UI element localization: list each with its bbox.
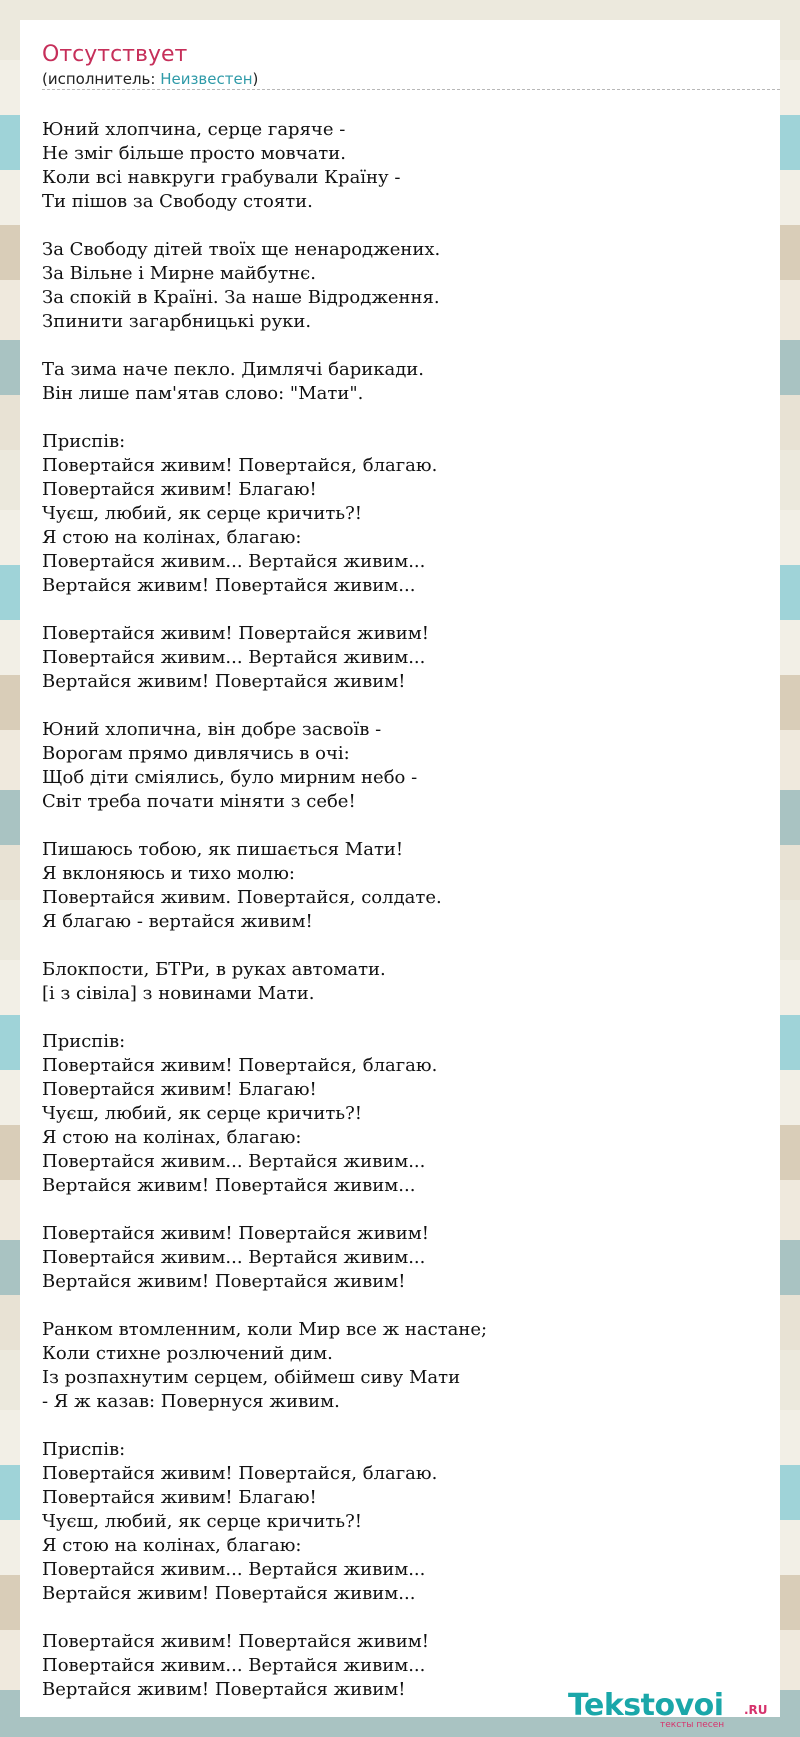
lyric-line: Повертайся живим! Повертайся, благаю. bbox=[42, 455, 438, 476]
lyric-line: Повертайся живим! Благаю! bbox=[42, 1487, 317, 1508]
lyric-line: Вертайся живим! Повертайся живим... bbox=[42, 1583, 416, 1604]
lyric-line: Я благаю - вертайся живим! bbox=[42, 911, 313, 932]
lyric-line: Коли стихне розлючений дим. bbox=[42, 1343, 333, 1364]
lyric-line: Повертайся живим! Повертайся, благаю. bbox=[42, 1463, 438, 1484]
lyric-line: Повертайся живим... Вертайся живим... bbox=[42, 1655, 426, 1676]
lyric-line: Приспів: bbox=[42, 1031, 126, 1052]
lyric-line: Вертайся живим! Повертайся живим! bbox=[42, 1271, 406, 1292]
logo-domain: .RU bbox=[744, 1703, 768, 1717]
lyric-line: Блокпости, БТРи, в руках автомати. bbox=[42, 959, 386, 980]
artist-line bbox=[42, 70, 780, 88]
lyric-line: Чуєш, любий, як серце кричить?! bbox=[42, 1511, 362, 1532]
lyric-line: За спокій в Країні. За наше Відродження. bbox=[42, 287, 440, 308]
artist-suffix: ) bbox=[252, 70, 259, 88]
lyric-line: - Я ж казав: Повернуся живим. bbox=[42, 1391, 340, 1412]
lyric-line: Повертайся живим! Повертайся живим! bbox=[42, 1631, 429, 1652]
stanza-gap bbox=[42, 1006, 762, 1030]
stanza-gap bbox=[42, 406, 762, 430]
lyric-line: Повертайся живим... Вертайся живим... bbox=[42, 1151, 426, 1172]
lyric-line: Вертайся живим! Повертайся живим! bbox=[42, 671, 406, 692]
lyric-line: За Вільне і Мирне майбутнє. bbox=[42, 263, 316, 284]
lyric-line: Я стою на колінах, благаю: bbox=[42, 1535, 302, 1556]
logo-subtitle: тексты песен bbox=[660, 1720, 725, 1730]
lyric-line: Я стою на колінах, благаю: bbox=[42, 527, 302, 548]
artist-link[interactable]: Неизвестен bbox=[160, 70, 253, 88]
lyric-line: Повертайся живим... Вертайся живим... bbox=[42, 551, 426, 572]
lyric-line: Чуєш, любий, як серце кричить?! bbox=[42, 1103, 362, 1124]
lyric-line: Я стою на колінах, благаю: bbox=[42, 1127, 302, 1148]
lyric-line: Коли всі навкруги грабували Країну - bbox=[42, 167, 401, 188]
lyric-line: Зпинити загарбницькі руки. bbox=[42, 311, 312, 332]
lyric-line: За Свободу дітей твоїх ще ненароджених. bbox=[42, 239, 441, 260]
artist-prefix: (исполнитель: bbox=[42, 70, 161, 88]
stanza-gap bbox=[42, 598, 762, 622]
stanza-gap bbox=[42, 814, 762, 838]
stanza-gap bbox=[42, 1198, 762, 1222]
lyric-line: Світ треба почати міняти з себе! bbox=[42, 791, 356, 812]
lyric-line: [і з сівіла] з новинами Мати. bbox=[42, 983, 315, 1004]
lyric-line: Із розпахнутим серцем, обіймеш сиву Мати bbox=[42, 1367, 461, 1388]
lyric-line: Повертайся живим! Повертайся живим! bbox=[42, 1223, 429, 1244]
lyric-line: Пишаюсь тобою, як пишається Мати! bbox=[42, 839, 404, 860]
lyric-line: Повертайся живим! Повертайся, благаю. bbox=[42, 1055, 438, 1076]
lyric-line: Він лише пам'ятав слово: "Мати". bbox=[42, 383, 364, 404]
stanza-gap bbox=[42, 334, 762, 358]
lyric-line: Ранком втомленним, коли Мир все ж настане; bbox=[42, 1319, 488, 1340]
song-title: Отсутствует bbox=[42, 42, 188, 67]
stanza-gap bbox=[42, 1414, 762, 1438]
lyric-line: Вертайся живим! Повертайся живим! bbox=[42, 1679, 406, 1700]
lyric-line: Юний хлопчина, серце гаряче - bbox=[42, 119, 346, 140]
lyric-line: Повертайся живим! Благаю! bbox=[42, 479, 317, 500]
lyric-line: Щоб діти сміялись, було мирним небо - bbox=[42, 767, 418, 788]
lyric-line: Вертайся живим! Повертайся живим... bbox=[42, 1175, 416, 1196]
lyric-line: Ти пішов за Свободу стояти. bbox=[42, 191, 313, 212]
stanza-gap bbox=[42, 1606, 762, 1630]
lyric-line: Повертайся живим... Вертайся живим... bbox=[42, 1559, 426, 1580]
stanza-gap bbox=[42, 1294, 762, 1318]
lyric-line: Ворогам прямо дивлячись в очі: bbox=[42, 743, 350, 764]
lyric-line: Повертайся живим... Вертайся живим... bbox=[42, 647, 426, 668]
lyric-line: Не зміг більше просто мовчати. bbox=[42, 143, 346, 164]
stanza-gap bbox=[42, 934, 762, 958]
lyric-line: Юний хлопична, він добре засвоїв - bbox=[42, 719, 382, 740]
lyric-line: Я вклоняюсь и тихо молю: bbox=[42, 863, 295, 884]
lyric-line: Повертайся живим... Вертайся живим... bbox=[42, 1247, 426, 1268]
lyric-line: Повертайся живим! Благаю! bbox=[42, 1079, 317, 1100]
lyric-line: Приспів: bbox=[42, 1439, 126, 1460]
lyric-line: Вертайся живим! Повертайся живим... bbox=[42, 575, 416, 596]
lyric-line: Чуєш, любий, як серце кричить?! bbox=[42, 503, 362, 524]
stanza-gap bbox=[42, 694, 762, 718]
stanza-gap bbox=[42, 214, 762, 238]
lyric-line: Приспів: bbox=[42, 431, 126, 452]
song-header bbox=[42, 40, 780, 90]
lyrics-card bbox=[20, 20, 780, 1717]
site-logo[interactable] bbox=[568, 1688, 778, 1734]
lyric-line: Повертайся живим! Повертайся живим! bbox=[42, 623, 429, 644]
lyric-line: Повертайся живим. Повертайся, солдате. bbox=[42, 887, 442, 908]
lyrics-text bbox=[42, 118, 762, 1702]
logo-wordmark: Tekstovoi bbox=[568, 1688, 724, 1723]
lyric-line: Та зима наче пекло. Димлячі барикади. bbox=[42, 359, 425, 380]
